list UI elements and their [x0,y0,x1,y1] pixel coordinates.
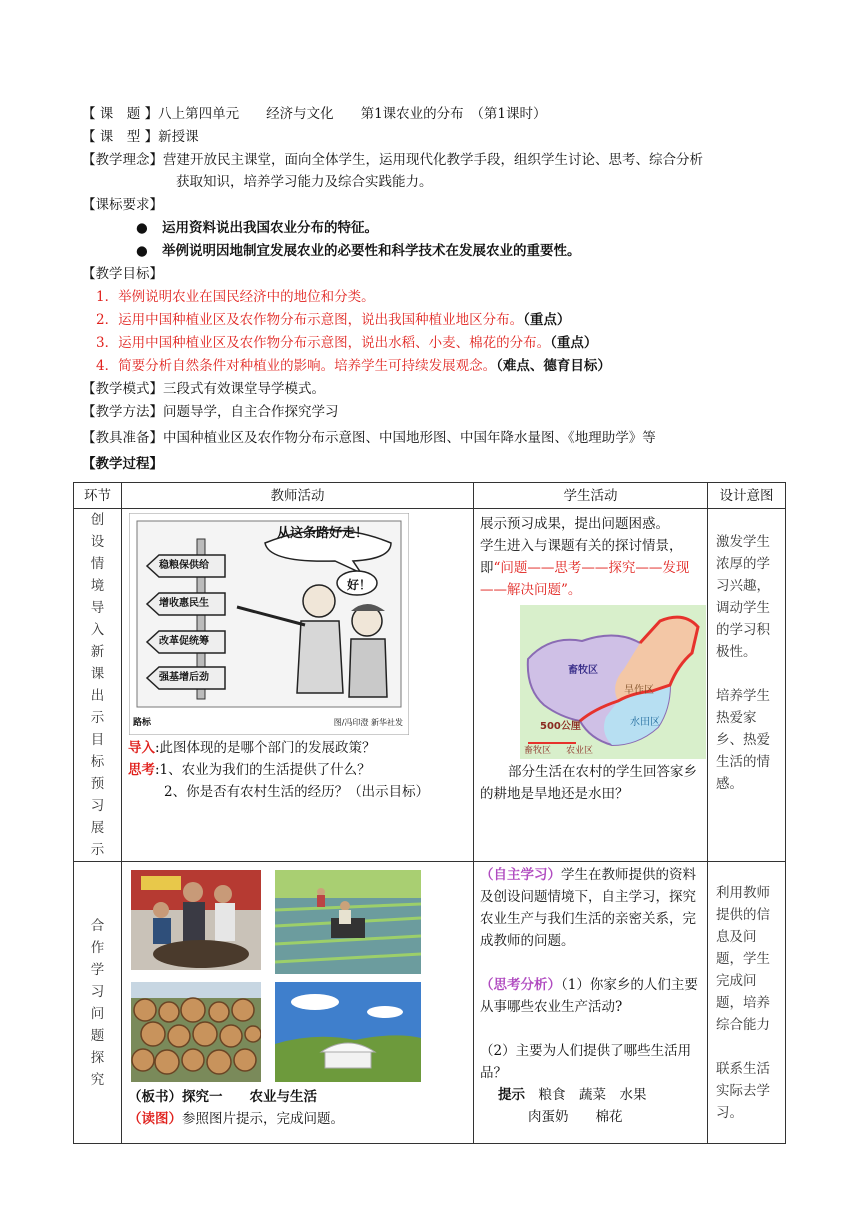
intent-text-4: 联系生活实际去学习。 [716,1061,770,1121]
sign-3: 改革促统筹 [159,636,209,647]
concept-line-2 [176,172,433,192]
hint-line-2: 肉蛋奶 棉花 [528,1109,623,1125]
concept-value-2: 获取知识，培养学习能力及综合实践能力。 [176,174,433,190]
stage-cell-2: 合作学习问题探究 [74,862,122,1144]
header-intent: 设计意图 [708,483,786,509]
header-stage: 环节 [74,483,122,509]
intent-text-1: 激发学生浓厚的学习兴趣，调动学生的学习积极性。 [716,534,770,660]
intent-cell-2 [708,862,786,1144]
map-text-layer [520,605,706,759]
header-teacher: 教师活动 [122,483,474,509]
cartoon-caption-right: 图/冯印澄 新华社发 [333,718,403,727]
map-label-isohyet: 500公厘 [540,721,581,732]
photo-rice-field [275,870,421,974]
concept-line [82,150,703,170]
goal-1: 1．举例说明农业在国民经济中的地位和分类。 [96,289,375,305]
cartoon-bubble: 从这条路好走！ [277,526,369,541]
board-line: （板书）探究一 农业与生活 [128,1089,317,1105]
hint-line-1: 提示 粮食 蔬菜 水果 [498,1087,647,1103]
analysis-q2: （2）主要为人们提供了哪些生活用品？ [480,1043,692,1081]
goals-label: 【教学目标】 [82,266,163,282]
header-student: 学生活动 [474,483,708,509]
cartoon-bubble-hao: 好！ [347,578,372,592]
type-label: 【 课 型 】 [82,129,159,145]
topic-label: 【 课 题 】 [82,106,159,122]
intent-cell-1 [708,509,786,862]
think-line-1: 思考:1、农业为我们的生活提供了什么？ [128,762,371,778]
map-legend-pasture: 畜牧区 [524,746,552,756]
method-line: 【教学方法】问题导学，自主合作探究学习 [82,404,339,420]
mode-line: 【教学模式】三段式有效课堂导学模式。 [82,381,325,397]
photo-grid [128,868,467,1084]
goal-2: 2．运用中国种植业区及农作物分布示意图，说出我国种植业地区分布。（重点） [96,312,571,328]
type-value: 新授课 [158,129,199,145]
standard-item-2: ● 举例说明因地制宜发展农业的必要性和科学技术在发展农业的重要性。 [136,243,581,259]
topic-value: 八上第四单元 经济与文化 第1课农业的分布 （第1课时） [158,106,547,122]
student-cell-2 [474,862,708,1144]
teacher-cell-2 [122,862,474,1144]
sign-1: 稳粮保供给 [159,560,209,571]
cartoon-illustration [129,513,409,735]
intent-text-3: 利用教师提供的信息及问题，学生完成问题，培养综合能力 [716,885,770,1033]
topic-line [82,104,547,124]
cartoon-text-layer [129,513,409,735]
read-line: （读图）参照图片提示，完成问题。 [128,1111,344,1127]
process-label: 【教学过程】 [82,456,163,472]
map-label-paddy: 水田区 [630,717,660,728]
photo-timber-logs [131,982,261,1082]
think-line-2: 2、你是否有农村生活的经历？（出示目标） [164,784,430,800]
table-row [74,862,786,1144]
map-legend-farm: 农业区 [566,746,594,756]
standard-item-1: ● 运用资料说出我国农业分布的特征。 [136,220,378,236]
stage-cell-1: 创设情境导入新课出示目标预习展示 [74,509,122,862]
intent-text-2: 培养学生热爱家乡、热爱生活的情感。 [716,688,770,792]
sign-2: 增收惠民生 [159,598,209,609]
teacher-cell-1 [122,509,474,862]
table-header-row [74,483,786,509]
student-text-2: 学生进入与课题有关的探讨情景，即“问题——思考——探究——发现——解决问题”。 [480,538,690,598]
student-cell-1 [474,509,708,862]
map-label-pasture: 畜牧区 [568,665,598,676]
standard-label: 【课标要求】 [82,197,163,213]
process-table [73,482,786,1144]
sign-4: 强基增后劲 [159,672,209,683]
map-label-dry: 旱作区 [624,685,654,696]
table-row [74,509,786,862]
tools-line: 【教具准备】中国种植业区及农作物分布示意图、中国地形图、中国年降水量图、《地理助学》等 [82,430,656,446]
analysis-q1: （思考分析）（1）你家乡的人们主要从事哪些农业生产活动? [480,977,698,1015]
student-text-3: 部分生活在农村的学生回答家乡的耕地是旱地还是水田？ [480,764,697,802]
goal-4: 4．简要分析自然条件对种植业的影响。培养学生可持续发展观念。（难点、德育目标） [96,358,611,374]
concept-value-1: 营建开放民主课堂，面向全体学生，运用现代化教学手段，组织学生讨论、思考、综合分析 [163,152,703,168]
china-farming-map [520,605,706,759]
intro-line: 导入:此图体现的是哪个部门的发展政策？ [128,740,376,756]
type-line [82,127,199,147]
concept-label: 【教学理念】 [82,152,163,168]
student-text-1: 展示预习成果，提出问题困惑。 [480,516,669,532]
cartoon-caption-left: 路标 [133,718,152,728]
goal-3: 3．运用中国种植业区及农作物分布示意图，说出水稻、小麦、棉花的分布。（重点） [96,335,598,351]
photo-yurt-grassland [275,982,421,1082]
self-study-text: （自主学习）学生在教师提供的资料及创设问题情境下，自主学习，探究农业生产与我们生活的亲密关系，完成教师的问题。 [480,867,696,949]
photo-fish-market [131,870,261,970]
